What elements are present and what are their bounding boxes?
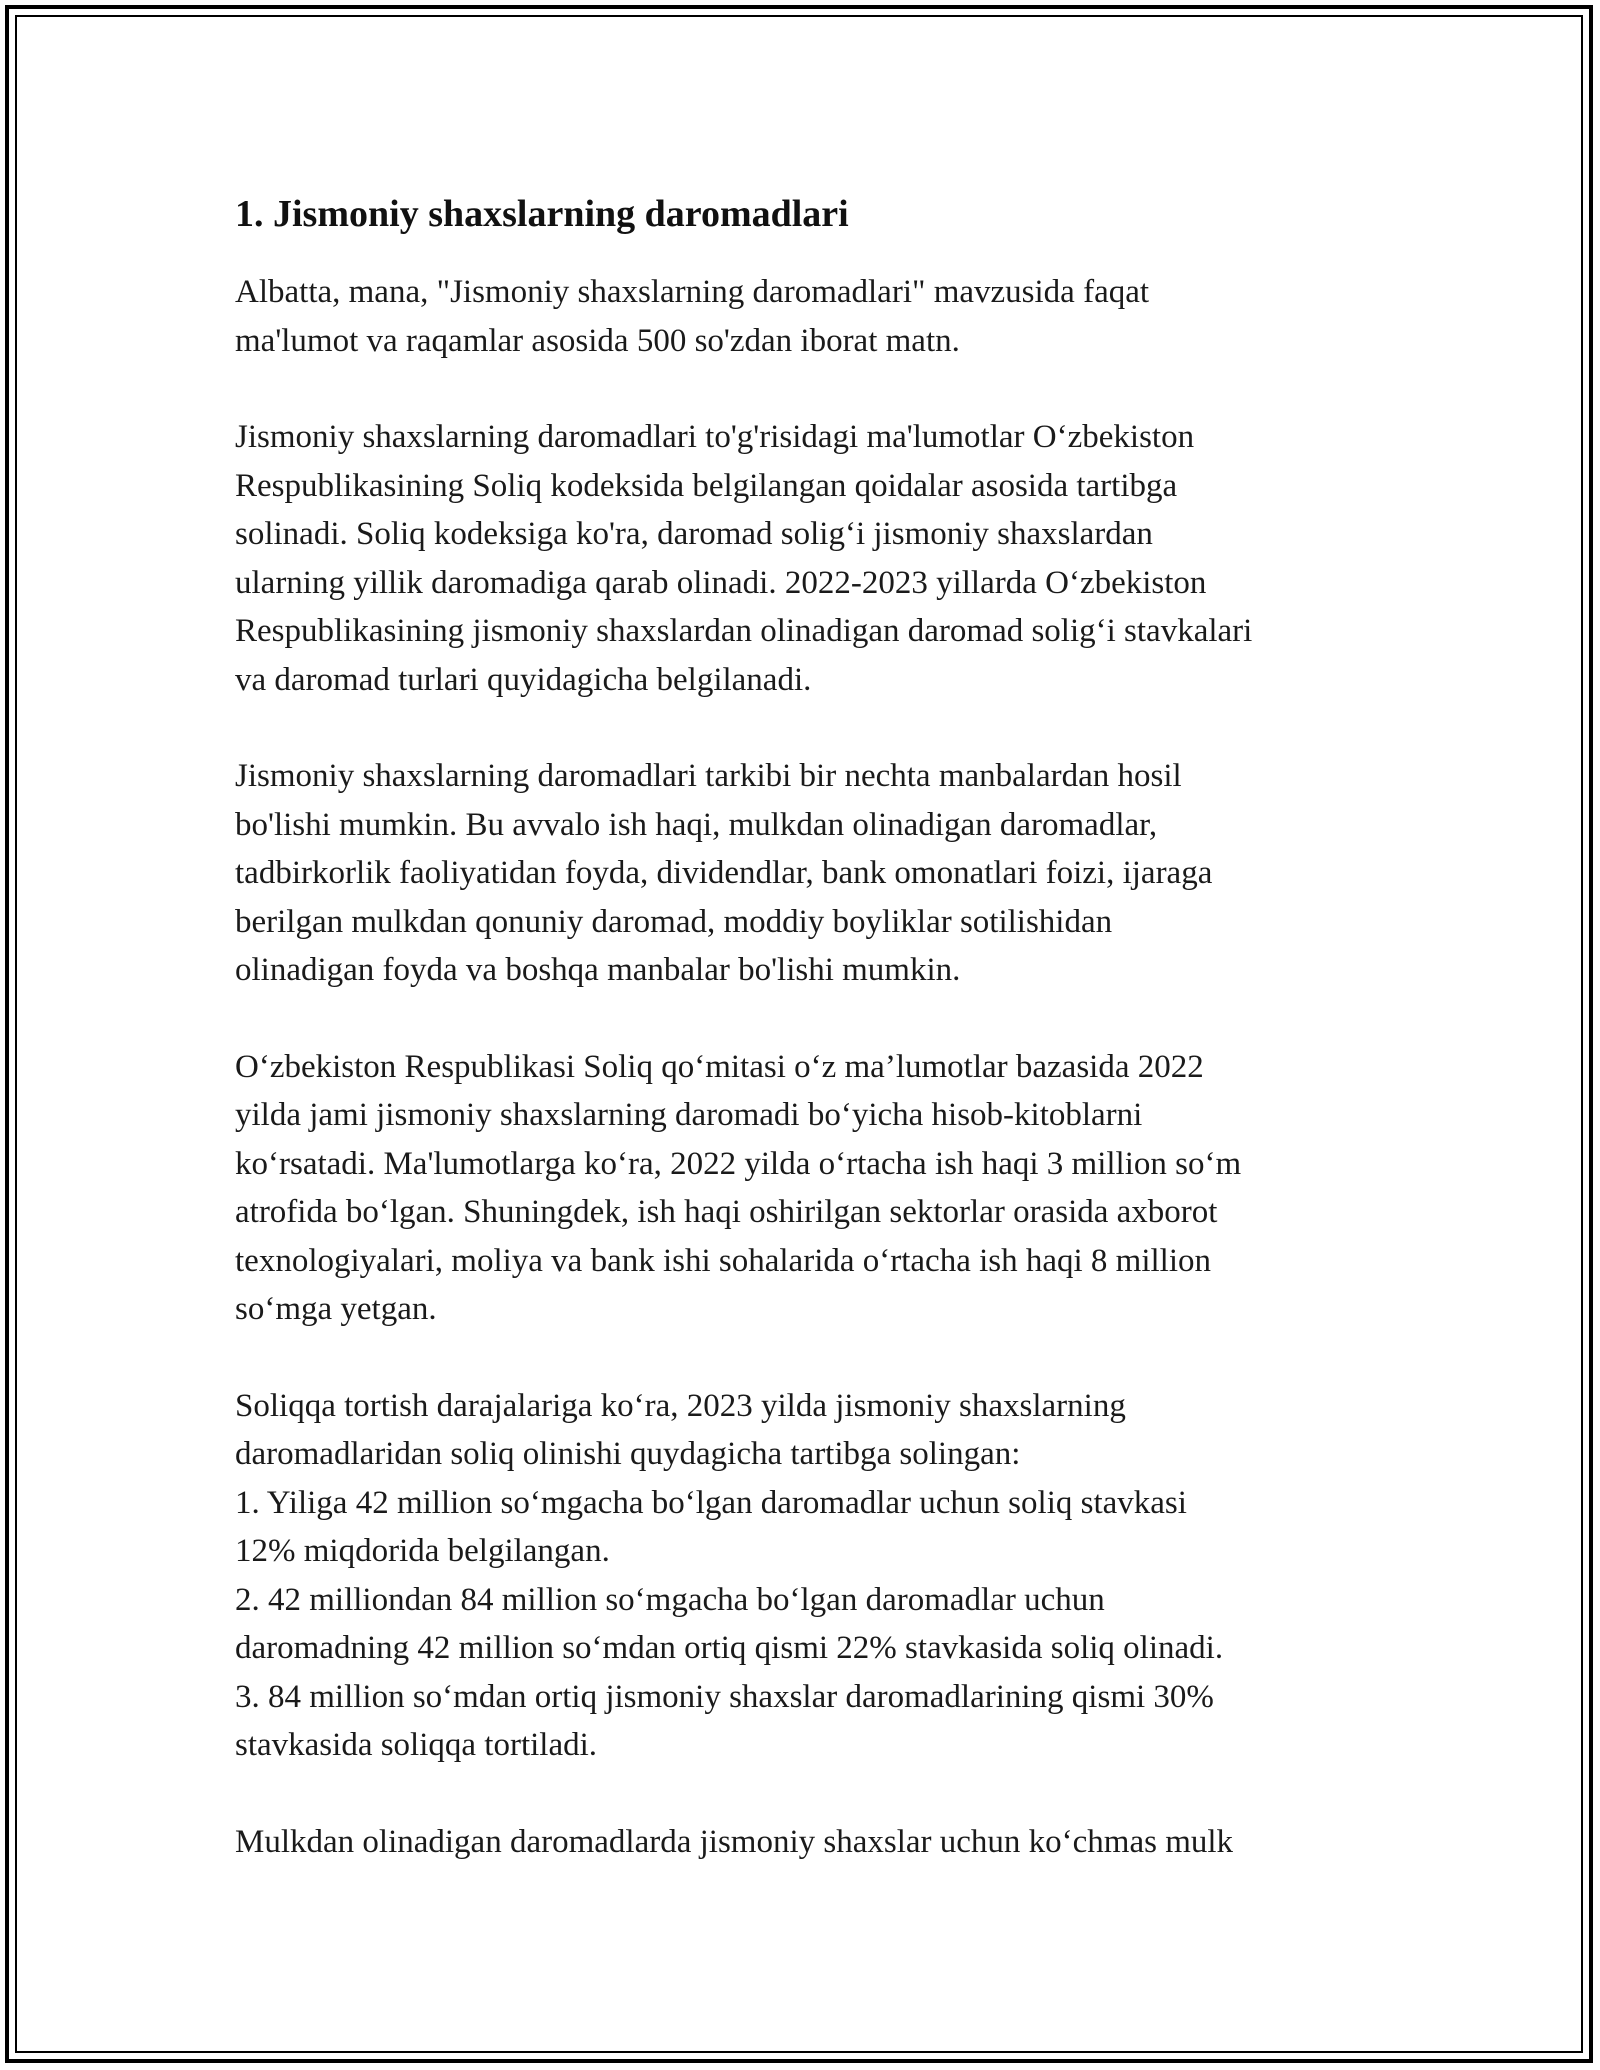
paragraph-tax-code: Jismoniy shaxslarning daromadlari to'g'risidagi ma'lumotlar O‘zbekiston Respublikasining Soliq kodeksida belgilangan qoidalar asosida tartibga solinadi. Soliq kodeksiga ko'ra, daromad solig‘i jismoniy shaxslardan ularning yillik daromadiga qarab olinadi. 2022-2023 yillarda O‘zbekiston Respublikasining jismoniy shaxslardan olinadigan daromad solig‘i stavkalari va daromad turlari quyidagicha belgilanadi. [235,419,1253,698]
document-body [235,188,1395,1866]
paragraph-tax-committee-data: O‘zbekiston Respublikasi Soliq qo‘mitasi o‘z ma’lumotlar bazasida 2022 yilda jami jismoniy shaxslarning daromadi bo‘yicha hisob-kitoblarni ko‘rsatadi. Ma'lumotlarga ko‘ra, 2022 yilda o‘rtacha ish haqi 3 million so‘m atrofida bo‘lgan. Shuningdek, ish haqi oshirilgan sektorlar orasida axborot texnologiyalari, moliya va bank ishi sohalarida o‘rtacha ish haqi 8 million so‘mga yetgan. [235,1048,1242,1327]
section-heading: 1. Jismoniy shaxslarning daromadlari [235,193,849,235]
paragraph-tax-rates: Soliqqa tortish darajalariga ko‘ra, 2023 yilda jismoniy shaxslarning daromadlaridan soliq olinishi quydagicha tartibga solingan: 1. Yiliga 42 million so‘mgacha bo‘lgan daromadlar uchun soliq stavkasi 12% miqdorida belgilangan. 2. 42 milliondan 84 million so‘mgacha bo‘lgan daromadlar uchun daromadning 42 million so‘mdan ortiq qismi 22% stavkasida soliq olinadi. 3. 84 million so‘mdan ortiq jismoniy shaxslar daromadlarining qismi 30% stavkasida soliqqa tortiladi. [235,1387,1224,1763]
paragraph-intro: Albatta, mana, "Jismoniy shaxslarning daromadlari" mavzusida faqat ma'lumot va raqamlar asosida 500 so'zdan iborat matn. [235,274,1150,359]
paragraph-income-sources: Jismoniy shaxslarning daromadlari tarkibi bir nechta manbalardan hosil bo'lishi mumkin. Bu avvalo ish haqi, mulkdan olinadigan daromadlar, tadbirkorlik faoliyatidan foyda, dividendlar, bank omonatlari foizi, ijaraga berilgan mulkdan qonuniy daromad, moddiy boyliklar sotilishidan olinadigan foyda va boshqa manbalar bo'lishi mumkin. [235,758,1213,988]
paragraph-property-income: Mulkdan olinadigan daromadlarda jismoniy shaxslar uchun ko‘chmas mulk [235,1823,1234,1860]
